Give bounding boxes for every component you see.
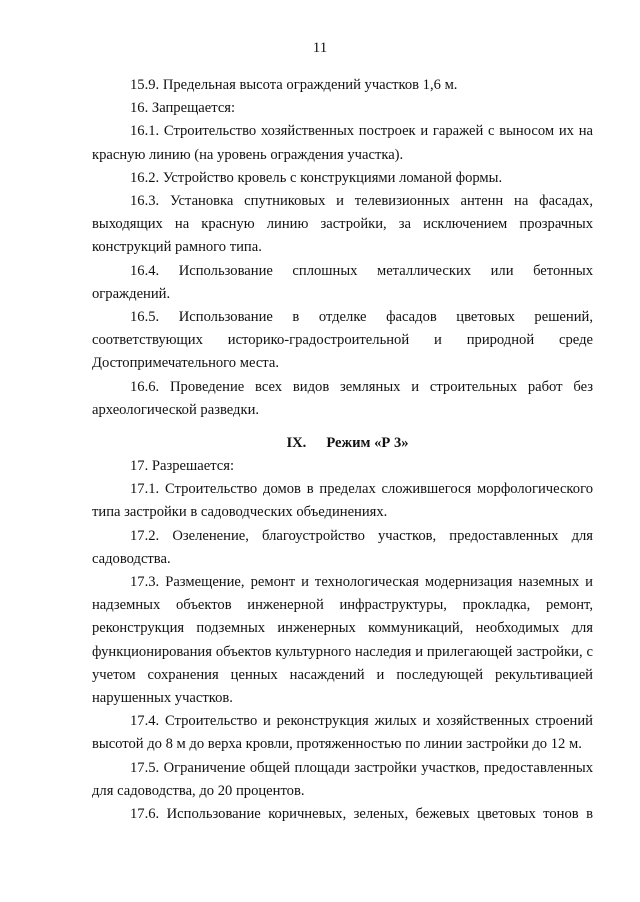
section-title: Режим «Р 3»: [326, 435, 409, 452]
paragraph-16-1: 16.1. Строительство хозяйственных построек и гаражей с выносом их на красную линию (на уровень ограждения участка).: [92, 123, 593, 163]
paragraph-16-3: 16.3. Установка спутниковых и телевизионных антенн на фасадах, выходящих на красную линию застройки, за исключением прозрачных конструкций рамного типа.: [92, 193, 593, 256]
paragraph-16-4: 16.4. Использование сплошных металлических или бетонных ограждений.: [92, 262, 593, 302]
paragraph-17-2: 17.2. Озеленение, благоустройство участков, предоставленных для садоводства.: [92, 527, 593, 567]
section-number: IX.: [286, 435, 307, 452]
section-heading: [92, 432, 593, 455]
paragraph-16-2: 16.2. Устройство кровель с конструкциями ломаной формы.: [130, 169, 503, 186]
paragraph-16-5: 16.5. Использование в отделке фасадов цветовых решений, соответствующих историко-градостроительной и природной среде Достопримечательного места.: [92, 309, 593, 372]
page-number: 11: [312, 40, 328, 56]
paragraph-16: 16. Запрещается:: [130, 100, 236, 117]
paragraph-17-4: 17.4. Строительство и реконструкция жилых и хозяйственных строений высотой до 8 м до верха кровли, протяженностью по линии застройки до 12 м.: [92, 713, 593, 753]
paragraph-17-3: 17.3. Размещение, ремонт и технологическая модернизация наземных и надземных объектов инженерной инфраструктуры, прокладка, ремонт, реконструкция подземных инженерных коммуникаций, необходимых для функционирования объектов культурного наследия и прилегающей застройки, с учетом сохранения ценных насаждений и последующей рекультивацией нарушенных участков.: [92, 574, 593, 707]
paragraph-17-1: 17.1. Строительство домов в пределах сложившегося морфологического типа застройки в садоводческих объединениях.: [92, 481, 593, 521]
paragraph-17: 17. Разрешается:: [130, 458, 235, 475]
paragraph-17-5: 17.5. Ограничение общей площади застройки участков, предоставленных для садоводства, до 20 процентов.: [92, 759, 593, 799]
paragraph-17-6: 17.6. Использование коричневых, зеленых, бежевых цветовых тонов в: [130, 806, 593, 823]
document-body: [92, 74, 593, 826]
paragraph-16-6: 16.6. Проведение всех видов земляных и строительных работ без археологической разведки.: [92, 378, 593, 418]
paragraph-15-9: 15.9. Предельная высота ограждений участков 1,6 м.: [130, 77, 458, 93]
